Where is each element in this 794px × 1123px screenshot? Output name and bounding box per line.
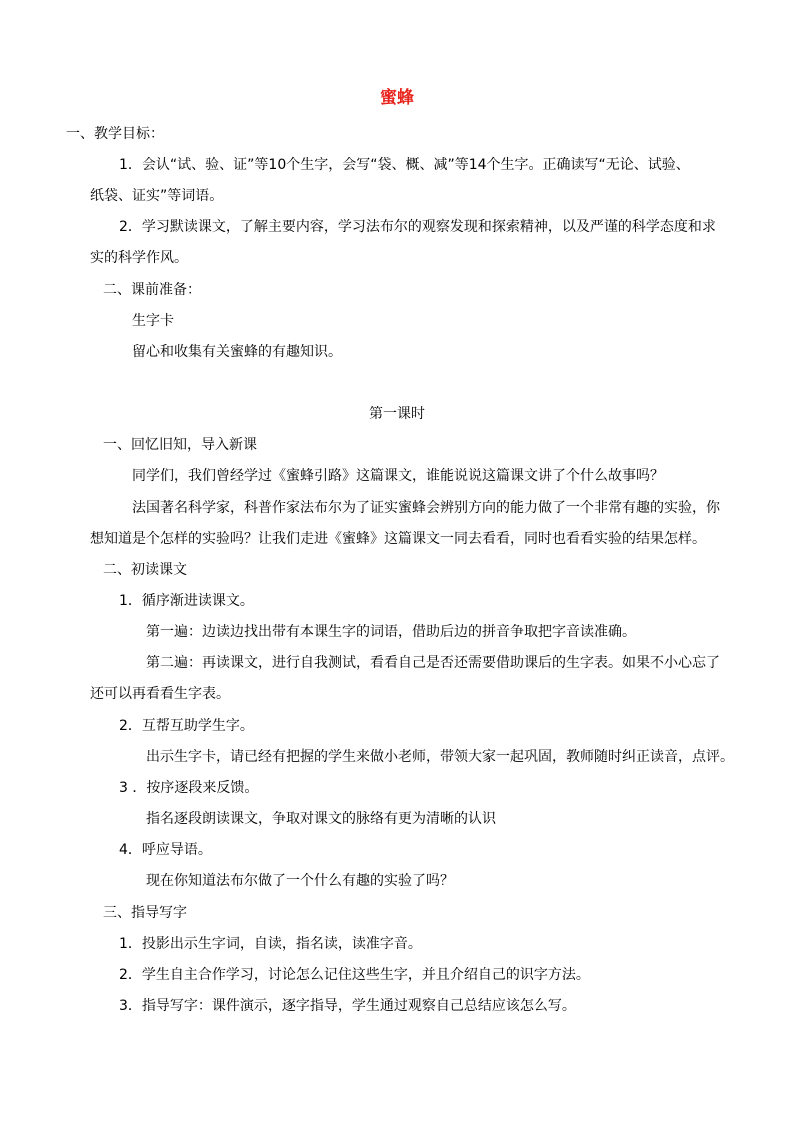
review-paragraph-2-line-2: 想知道是个怎样的实验吗？让我们走进《蜜蜂》这篇课文一同去看看，同时也看看实验的结果怎样。 <box>90 531 706 547</box>
review-paragraph-2-line-1: 法国著名科学家，科普作家法布尔为了证实蜜蜂会辨别方向的能力做了一个非常有趣的实验，你 <box>132 500 720 516</box>
objective-1-line-1: 1．会认“试、验、证”等10个生字，会写“袋、概、减”等14个生字。正确读写“无论、试验、 <box>119 157 690 173</box>
objective-2-line-2: 实的科学作风。 <box>90 250 188 266</box>
section-heading-preparation: 二、课前准备： <box>103 282 201 298</box>
objective-2-line-1: 2．学习默读课文，了解主要内容，学习法布尔的观察发现和探索精神，以及严谨的科学态度和求 <box>119 219 716 235</box>
review-paragraph-1: 同学们，我们曾经学过《蜜蜂引路》这篇课文，谁能说说这篇课文讲了个什么故事吗？ <box>132 468 664 484</box>
section-heading-writing: 三、指导写字 <box>103 905 187 921</box>
reading-step-1-second-pass-line-1: 第二遍：再读课文，进行自我测试，看看自己是否还需要借助课后的生字表。如果不小心忘了 <box>146 655 720 671</box>
reading-step-2: 2．互帮互助学生字。 <box>119 718 254 734</box>
reading-step-3: 3 ．按序逐段来反馈。 <box>119 780 259 796</box>
document-title: 蜜蜂 <box>380 88 414 108</box>
section-heading-first-reading: 二、初读课文 <box>103 562 187 578</box>
reading-step-4: 4．呼应导语。 <box>119 842 212 858</box>
writing-step-2: 2．学生自主合作学习，讨论怎么记住这些生字，并且介绍自己的识字方法。 <box>119 967 590 983</box>
writing-step-1: 1．投影出示生字词，自读，指名读，读准字音。 <box>119 936 422 952</box>
reading-step-1: 1．循序渐进读课文。 <box>119 593 254 609</box>
reading-step-3-detail: 指名逐段朗读课文，争取对课文的脉络有更为清晰的认识 <box>146 811 496 827</box>
reading-step-2-detail: 出示生字卡，请已经有把握的学生来做小老师，带领大家一起巩固，教师随时纠正读音，点评。 <box>146 749 734 765</box>
writing-step-3: 3．指导写字：课件演示，逐字指导，学生通过观察自己总结应该怎么写。 <box>119 998 576 1014</box>
reading-step-1-first-pass: 第一遍：边读边找出带有本课生字的词语，借助后边的拼音争取把字音读准确。 <box>146 624 636 640</box>
section-heading-objectives: 一、教学目标： <box>66 126 164 142</box>
reading-step-4-detail: 现在你知道法布尔做了一个什么有趣的实验了吗？ <box>146 873 454 889</box>
objective-1-line-2: 纸袋、证实”等词语。 <box>90 188 224 204</box>
section-heading-review: 一、回忆旧知，导入新课 <box>103 437 257 453</box>
preparation-item-2: 留心和收集有关蜜蜂的有趣知识。 <box>132 344 342 360</box>
reading-step-1-second-pass-line-2: 还可以再看看生字表。 <box>90 686 230 702</box>
preparation-item-1: 生字卡 <box>132 313 174 329</box>
lesson-heading: 第一课时 <box>369 406 425 422</box>
